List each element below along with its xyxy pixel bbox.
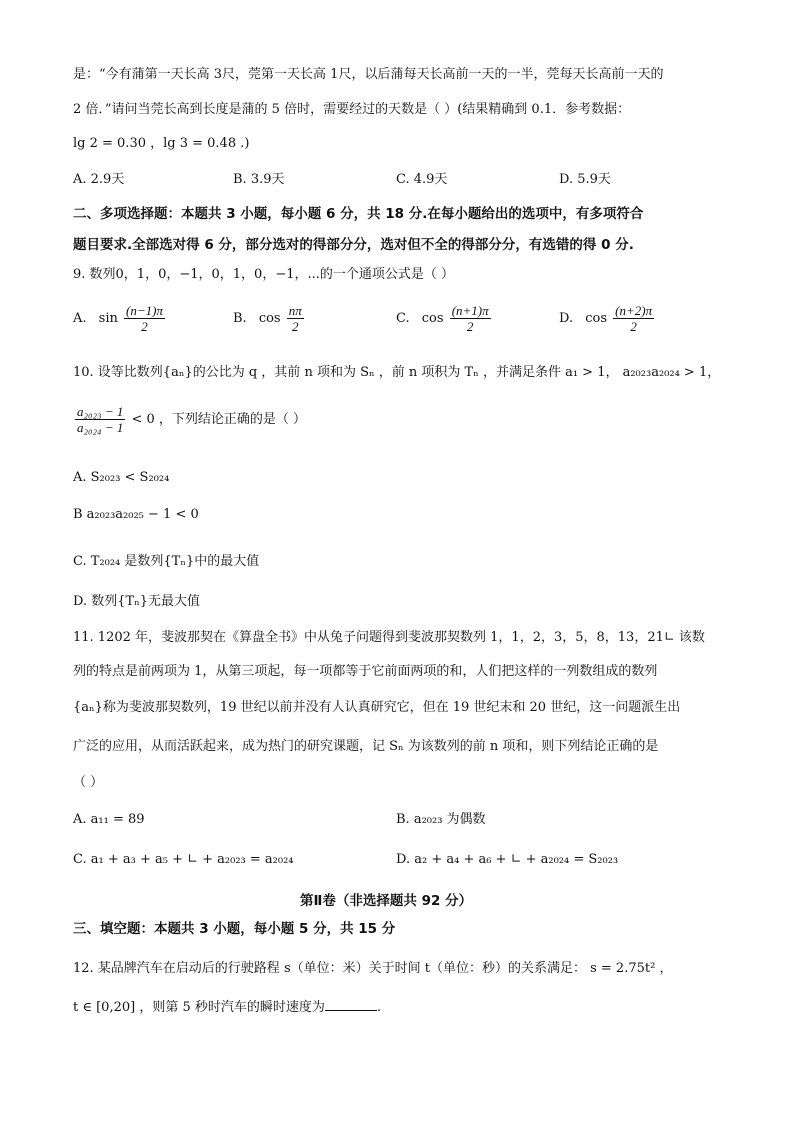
q9-option-a-fraction: [124, 303, 165, 334]
q10-stem-line1: 10. 设等比数列{aₙ}的公比为 q ，其前 n 项和为 Sₙ ，前 n 项积为 Tₙ ，并满足条件 a₁ > 1， a₂₀₂₃a₂₀₂₄ > 1，: [73, 365, 721, 380]
q11-line3: {aₙ}称为斐波那契数列，19 世纪以前并没有人认真研究它，但在 19 世纪末和 20 世纪，这一问题派生出: [73, 700, 681, 715]
q9-option-b-fn: cos: [258, 311, 281, 326]
q9-option-d-num: (n+2)π: [615, 303, 653, 318]
q9-option-c-num: (n+1)π: [451, 303, 489, 318]
q12-line1: 12. 某品牌汽车在启动后的行驶路程 s（单位：米）关于时间 t（单位：秒）的关系满足： s = 2.75t² ，: [73, 961, 673, 976]
q12-line2-end: .: [376, 1000, 382, 1015]
q8-option-d: D. 5.9天: [559, 172, 611, 187]
q8-line1: 是：“今有蒲第一天长高 3尺，莞第一天长高 1尺，以后蒲每天长高前一天的一半，莞每天长高前一天的: [73, 67, 664, 82]
q9-option-c-fraction: [450, 303, 491, 334]
q9-option-d-label: D.: [559, 311, 574, 326]
q10-option-d: D. 数列{Tₙ}无最大值: [73, 594, 201, 609]
q11-line2: 列的特点是前两项为 1，从第三项起，每一项都等于它前面两项的和，人们把这样的一列数组成的数列: [73, 664, 658, 679]
q9-option-b-fraction: [287, 303, 304, 334]
q9-option-c-fn: cos: [421, 311, 444, 326]
q11-line4: 广泛的应用，从而活跃起来，成为热门的研究课题，记 Sₙ 为该数列的前 n 项和，则下列结论正确的是: [73, 739, 659, 754]
q8-line3: lg 2 = 0.30 ，lg 3 = 0.48 .): [73, 136, 250, 151]
section2-heading-line2: 题目要求.全部选对得 6 分，部分选对的得部分分，选对但不全的得部分分，有选错的得 0 分.: [73, 237, 634, 253]
q9-option-c: [396, 303, 493, 334]
q10-option-b: B a₂₀₂₃a₂₀₂₅ − 1 < 0: [73, 507, 199, 522]
answer-blank[interactable]: [325, 998, 377, 1011]
q10-option-a: A. S₂₀₂₃ < S₂₀₂₄: [73, 470, 170, 485]
q10-condition-fraction: [75, 404, 125, 435]
q11-line5: （ ）: [73, 775, 104, 790]
q9-option-b: [233, 303, 306, 334]
q9-option-a: [73, 303, 167, 334]
q8-option-a: A. 2.9天: [73, 172, 125, 187]
part2-title: 第Ⅱ卷（非选择题共 92 分）: [300, 893, 473, 909]
q9-stem: 9. 数列0，1，0，−1，0，1，0，−1，...的一个通项公式是（ ）: [73, 267, 455, 282]
section2-heading-line1: 二、多项选择题：本题共 3 小题，每小题 6 分，共 18 分.在每小题给出的选项中，有多项符合: [73, 206, 644, 222]
q11-option-b: B. a₂₀₂₃ 为偶数: [396, 812, 486, 827]
q12-line2-text: t ∈ [0,20] ，则第 5 秒时汽车的瞬时速度为: [73, 1000, 325, 1015]
q10-stem-line2: [73, 404, 306, 435]
q9-option-d-fraction: [613, 303, 654, 334]
q9-option-d: [559, 303, 656, 334]
q9-option-a-label: A.: [73, 311, 87, 326]
q9-option-d-den: 2: [630, 319, 637, 334]
q9-option-c-den: 2: [466, 319, 474, 334]
q11-line1: 11. 1202 年，斐波那契在《算盘全书》中从兔子问题得到斐波那契数列 1，1，2，3，5，8，13，21∟ 该数: [73, 630, 705, 645]
q11-option-d: D. a₂ + a₄ + a₆ + ∟ + a₂₀₂₄ = S₂₀₂₃: [396, 852, 619, 867]
q9-option-b-den: 2: [292, 319, 299, 334]
q10-option-c: C. T₂₀₂₄ 是数列{Tₙ}中的最大值: [73, 554, 260, 569]
q10-frac-num: a₂₀₂₃ − 1: [77, 404, 124, 419]
q9-option-a-fn: sin: [98, 311, 118, 326]
q11-option-c: C. a₁ + a₃ + a₅ + ∟ + a₂₀₂₃ = a₂₀₂₄: [73, 852, 294, 867]
q9-option-b-label: B.: [233, 311, 247, 326]
q9-option-b-num: nπ: [288, 303, 302, 318]
q10-stem-tail: < 0 ，下列结论正确的是（ ）: [131, 412, 307, 427]
q8-option-c: C. 4.9天: [396, 172, 448, 187]
q8-option-b: B. 3.9天: [233, 172, 285, 187]
q9-option-d-fn: cos: [585, 311, 608, 326]
q12-line2: [73, 998, 381, 1017]
q11-option-a: A. a₁₁ = 89: [73, 812, 145, 827]
q9-option-a-num: (n−1)π: [126, 303, 163, 318]
q9-option-c-label: C.: [396, 311, 410, 326]
q8-line2: 2 倍．”请问当莞长高到长度是蒲的 5 倍时，需要经过的天数是（ ）(结果精确到 0.1．参考数据：: [73, 102, 631, 117]
q9-option-a-den: 2: [141, 319, 148, 334]
q10-frac-den: a₂₀₂₄ − 1: [77, 420, 124, 435]
section3-heading: 三、填空题：本题共 3 小题，每小题 5 分，共 15 分: [73, 921, 396, 937]
